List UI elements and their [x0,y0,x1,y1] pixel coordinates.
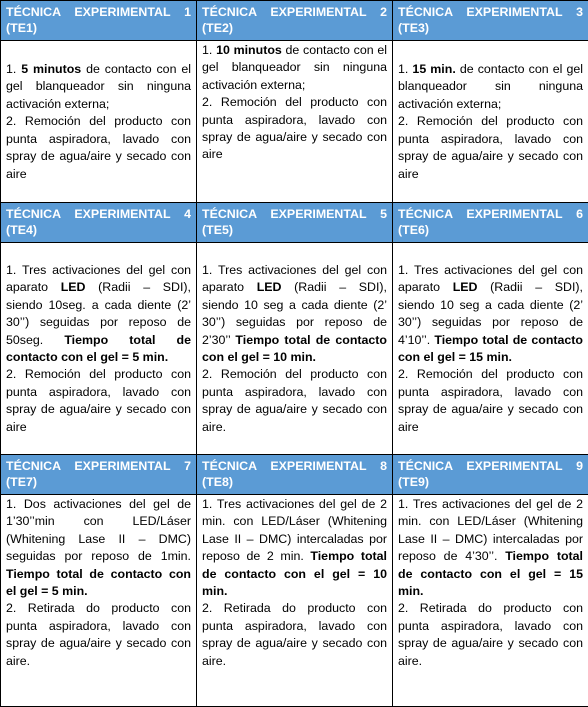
technique-title: TÉCNICA EXPERIMENTAL 7 [6,459,191,473]
technique-title: TÉCNICA EXPERIMENTAL 8 [202,459,387,473]
step-bold: 15 min. [412,62,455,76]
body-row [1,495,588,707]
technique-code: (TE6) [398,222,583,238]
technique-header-1 [1,1,197,41]
step-total: Tiempo total de contacto con el gel = 15 min. [398,549,583,598]
step-1 [398,262,583,366]
step-2: 2. Retirada do producto con punta aspiradora, lavado con spray de agua/aire y secado con aire. [202,600,387,670]
step-bold: 5 minutos [21,62,81,76]
technique-title: TÉCNICA EXPERIMENTAL 6 [398,207,583,221]
technique-header-4 [1,203,197,243]
technique-body-4 [1,243,197,455]
technique-header-2 [197,1,393,41]
technique-title: TÉCNICA EXPERIMENTAL 4 [6,207,191,221]
step-text: 1. [6,62,21,76]
step-bold: LED [453,280,478,294]
step-text: de contacto con el gel blanqueador sin ninguna activación externa; [398,62,583,111]
body-row [1,41,588,203]
technique-code: (TE1) [6,20,191,36]
technique-code: (TE2) [202,20,387,36]
technique-code: (TE8) [202,474,387,490]
technique-body-7 [1,495,197,707]
step-text: 1. Dos activaciones del gel de 1’30’’min con LED/Láser (Whitening Lase II – DMC) seguidas por reposo de 1min. [6,497,191,563]
technique-title: TÉCNICA EXPERIMENTAL 5 [202,207,387,221]
technique-body-5 [197,243,393,455]
step-2: 2. Remoción del producto con punta aspiradora, lavado con spray de agua/aire y secado con aire [6,366,191,436]
body-row [1,243,588,455]
step-1 [6,61,191,113]
technique-title: TÉCNICA EXPERIMENTAL 2 [202,5,387,19]
technique-body-6 [393,243,588,455]
step-total: Tiempo total de contacto con el gel = 10 min. [202,549,387,598]
step-text: de contacto con el gel blanqueador sin ninguna activación externa; [6,62,191,111]
step-1 [202,42,387,94]
technique-title: TÉCNICA EXPERIMENTAL 1 [6,5,191,19]
step-2: 2. Remoción del producto con punta aspiradora, lavado con spray de agua/aire y secado con aire [398,113,583,183]
step-2: 2. Remoción del producto con punta aspiradora, lavado con spray de agua/aire y secado con aire [202,94,387,164]
technique-header-3 [393,1,588,41]
step-2: 2. Remoción del producto con punta aspiradora, lavado con spray de agua/aire y secado con aire [6,113,191,183]
technique-code: (TE5) [202,222,387,238]
technique-body-9 [393,495,588,707]
step-2: 2. Retirada do producto con punta aspiradora, lavado con spray de agua/aire y secado con aire. [398,600,583,670]
step-2: 2. Remoción del producto con punta aspiradora, lavado con spray de agua/aire y secado con aire [398,366,583,436]
step-2: 2. Retirada do producto con punta aspiradora, lavado con spray de agua/aire y secado con aire. [6,600,191,670]
technique-header-8 [197,455,393,495]
step-1 [6,262,191,366]
technique-title: TÉCNICA EXPERIMENTAL 9 [398,459,583,473]
step-2: 2. Remoción del producto con punta aspiradora, lavado con spray de agua/aire y secado con aire. [202,366,387,436]
technique-title: TÉCNICA EXPERIMENTAL 3 [398,5,583,19]
header-row [1,455,588,495]
step-text: 1. Tres activaciones del gel de 2 min. con LED/Láser (Whitening Lase II – DMC) intercaladas por reposo de 2 min. [202,497,387,563]
technique-body-8 [197,495,393,707]
step-1 [398,496,583,600]
step-total: Tiempo total de contacto con el gel = 15 min. [398,333,583,364]
step-text: (Radii – SDI), siendo 10seg. a cada diente (2’ 30’’) seguidas por reposo de 50seg. [6,280,191,346]
technique-code: (TE4) [6,222,191,238]
technique-code: (TE9) [398,474,583,490]
step-1 [202,262,387,366]
step-bold: LED [257,280,282,294]
header-row [1,1,588,41]
step-1 [202,496,387,600]
header-row [1,203,588,243]
step-bold: 10 minutos [216,43,282,57]
step-text: 1. Tres activaciones del gel de 2 min. con LED/Láser (Whitening Lase II – DMC) intercaladas por reposo de 4’30’’. [398,497,583,563]
step-text: (Radii – SDI), siendo 10 seg a cada diente (2’ 30’’) seguidas por reposo de 2’30’’ [202,280,387,346]
step-text: de contacto con el gel blanqueador sin ninguna activación externa; [202,43,387,92]
step-total: Tiempo total de contacto con el gel = 5 min. [6,333,191,364]
step-text: 1. Tres activaciones del gel con aparato [398,263,583,294]
step-total: Tiempo total de contacto con el gel = 5 min. [6,567,191,598]
technique-body-1 [1,41,197,203]
step-total: Tiempo total de contacto con el gel = 10 min. [202,333,387,364]
technique-header-6 [393,203,588,243]
step-1 [6,496,191,600]
technique-header-7 [1,455,197,495]
technique-header-9 [393,455,588,495]
step-text: (Radii – SDI), siendo 10 seg a cada diente (2’ 30’’) seguidas por reposo de 4’10’’. [398,280,583,346]
technique-code: (TE3) [398,20,583,36]
step-1 [398,61,583,113]
technique-code: (TE7) [6,474,191,490]
step-text: 1. Tres activaciones del gel con aparato [202,263,387,294]
step-text: 1. [398,62,412,76]
technique-body-2 [197,41,393,203]
step-text: 1. Tres activaciones del gel con aparato [6,263,191,294]
step-bold: LED [61,280,86,294]
technique-body-3 [393,41,588,203]
step-text: 1. [202,43,216,57]
technique-header-5 [197,203,393,243]
